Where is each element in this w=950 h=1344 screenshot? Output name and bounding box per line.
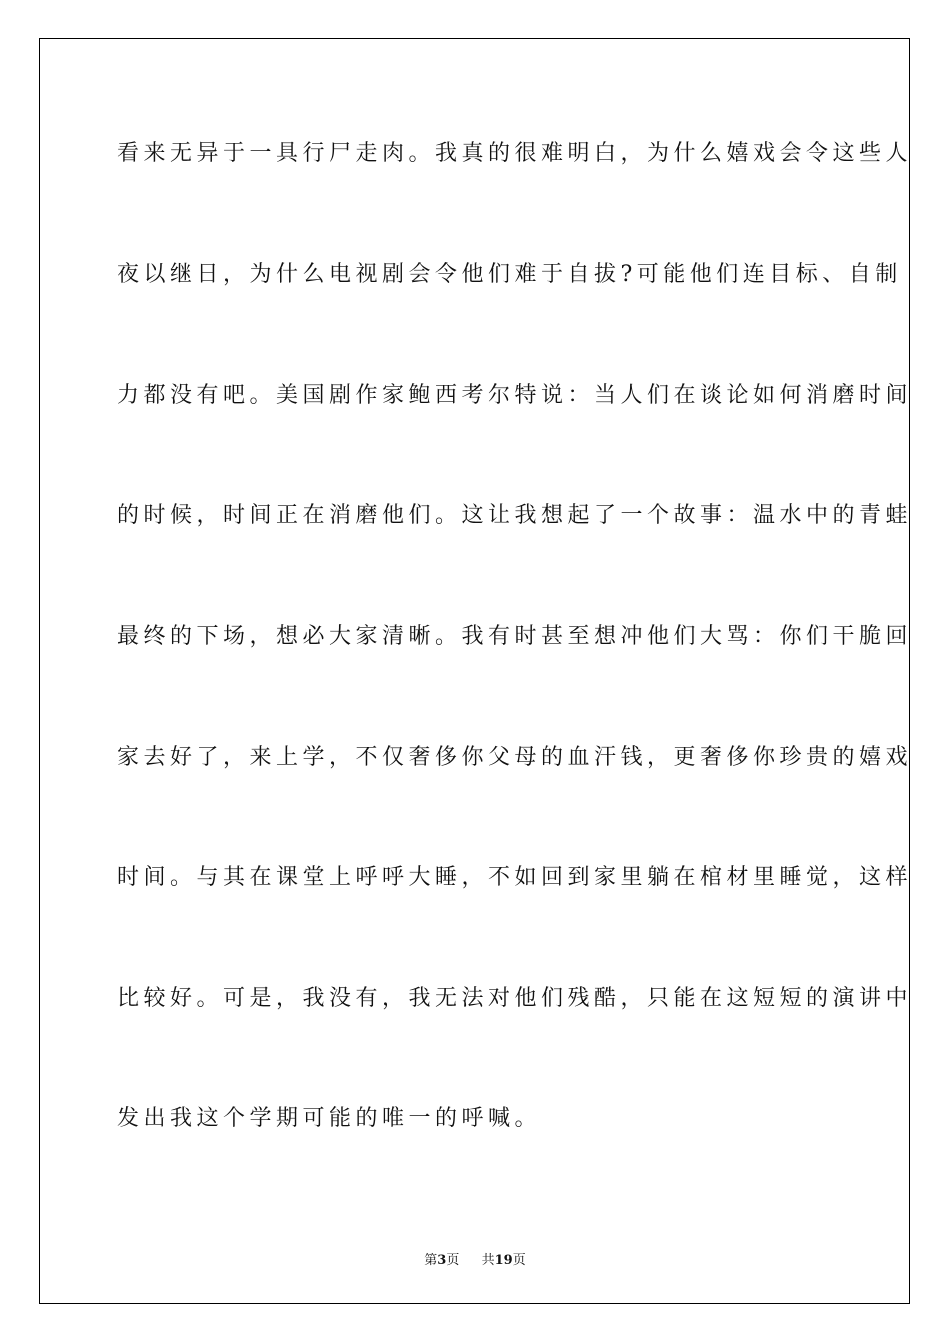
text-line: 时间。与其在课堂上呼呼大睡，不如回到家里躺在棺材里睡觉，这样 <box>117 865 913 890</box>
text-line: 看来无异于一具行尸走肉。我真的很难明白，为什么嬉戏会令这些人 <box>117 141 913 166</box>
text-line: 家去好了，来上学，不仅奢侈你父母的血汗钱，更奢侈你珍贵的嬉戏 <box>117 745 913 770</box>
page-label: 第3页 <box>424 1253 460 1268</box>
text-line: 夜以继日，为什么电视剧会令他们难于自拔?可能他们连目标、自制 <box>117 262 902 287</box>
text-line: 比较好。可是，我没有，我无法对他们残酷，只能在这短短的演讲中 <box>117 986 913 1011</box>
total-pages-label: 共19页 <box>481 1253 526 1268</box>
text-line: 最终的下场，想必大家清晰。我有时甚至想冲他们大骂：你们干脆回 <box>117 624 913 649</box>
text-line: 的时候，时间正在消磨他们。这让我想起了一个故事：温水中的青蛙 <box>117 503 913 528</box>
page-footer <box>0 1249 950 1268</box>
text-line: 力都没有吧。美国剧作家鲍西考尔特说：当人们在谈论如何消磨时间 <box>117 383 913 408</box>
text-line: 发出我这个学期可能的唯一的呼喊。 <box>117 1106 542 1131</box>
